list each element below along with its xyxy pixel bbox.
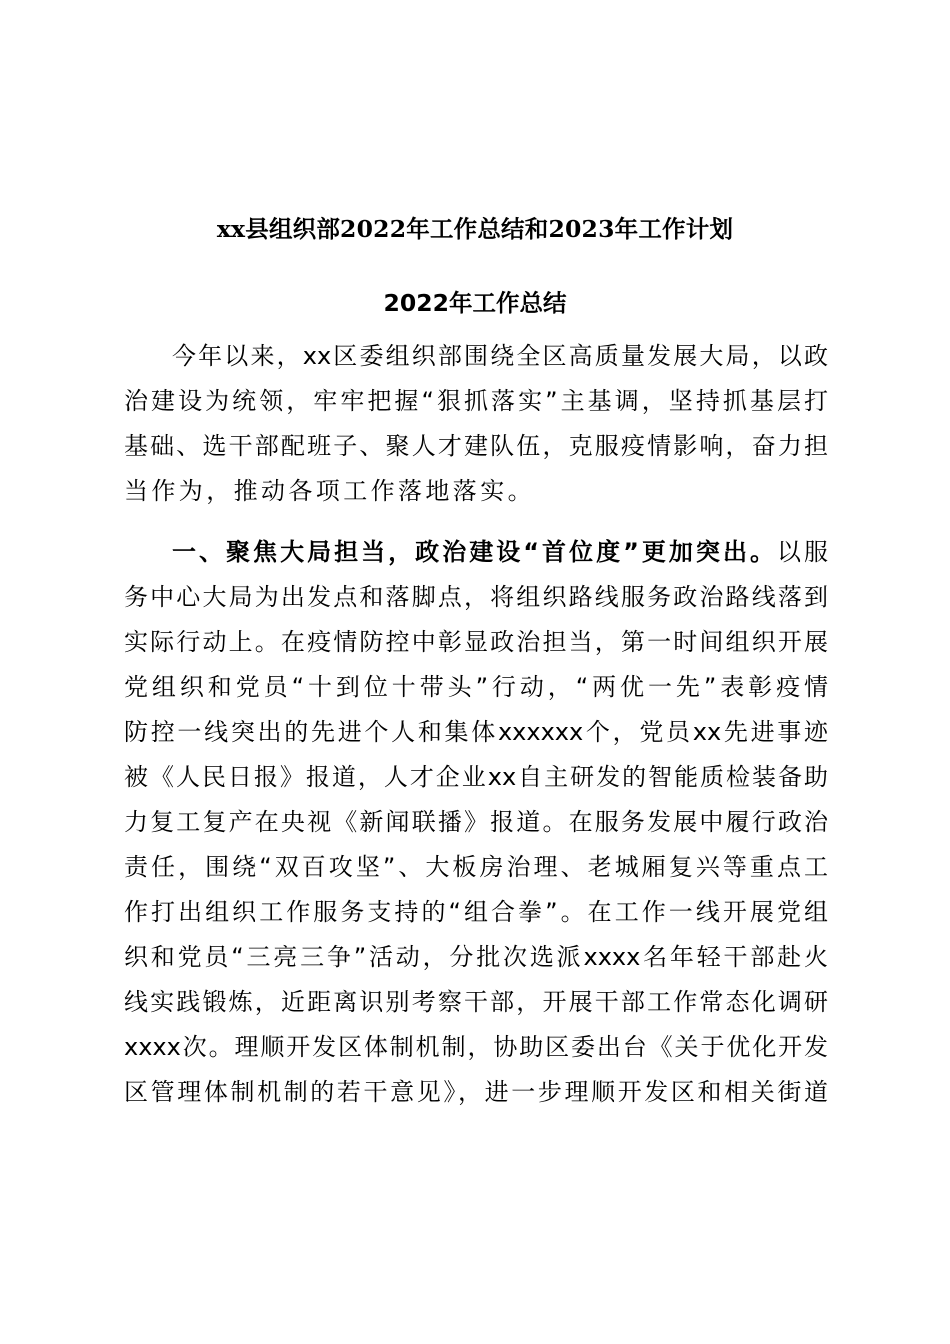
item-first-line-rest: 以服: [776, 538, 828, 566]
item-line: 线实践锻炼，近距离识别考察干部，开展干部工作常态化调研: [124, 988, 828, 1016]
item-line: 责任，围绕“双百攻坚”、大板房治理、老城厢复兴等重点工: [124, 853, 828, 881]
item-line: 防控一线突出的先进个人和集体xxxxxx个，党员xx先进事迹: [124, 718, 828, 746]
intro-line: 当作为，推动各项工作落地落实。: [124, 477, 535, 505]
intro-line: 今年以来，xx区委组织部围绕全区高质量发展大局，以政: [172, 342, 828, 370]
item-line: 力复工复产在央视《新闻联播》报道。在服务发展中履行政治: [124, 808, 828, 836]
item-heading: 一、聚焦大局担当，政治建设“首位度”更加突出。: [172, 538, 777, 566]
item-line: 被《人民日报》报道，人才企业xx自主研发的智能质检装备助: [124, 763, 828, 791]
item-first-line: [172, 530, 828, 574]
item-line: 织和党员“三亮三争”活动，分批次选派xxxx名年轻干部赴火: [124, 943, 828, 971]
item-line: 作打出组织工作服务支持的“组合拳”。在工作一线开展党组: [124, 898, 828, 926]
item-line: xxxx次。理顺开发区体制机制，协助区委出台《关于优化开发: [124, 1033, 828, 1061]
section-title: 2022年工作总结: [383, 289, 567, 317]
item-line: 区管理体制机制的若干意见》，进一步理顺开发区和相关街道: [124, 1078, 828, 1106]
item-line: 党组织和党员“十到位十带头”行动，“两优一先”表彰疫情: [124, 673, 828, 701]
document-title: xx县组织部2022年工作总结和2023年工作计划: [216, 215, 734, 243]
item-line: 务中心大局为出发点和落脚点，将组织路线服务政治路线落到: [124, 583, 828, 611]
item-line: 实际行动上。在疫情防控中彰显政治担当，第一时间组织开展: [124, 628, 828, 656]
intro-line: 基础、选干部配班子、聚人才建队伍，克服疫情影响，奋力担: [124, 432, 828, 460]
intro-line: 治建设为统领，牢牢把握“狠抓落实”主基调，坚持抓基层打: [124, 387, 828, 415]
